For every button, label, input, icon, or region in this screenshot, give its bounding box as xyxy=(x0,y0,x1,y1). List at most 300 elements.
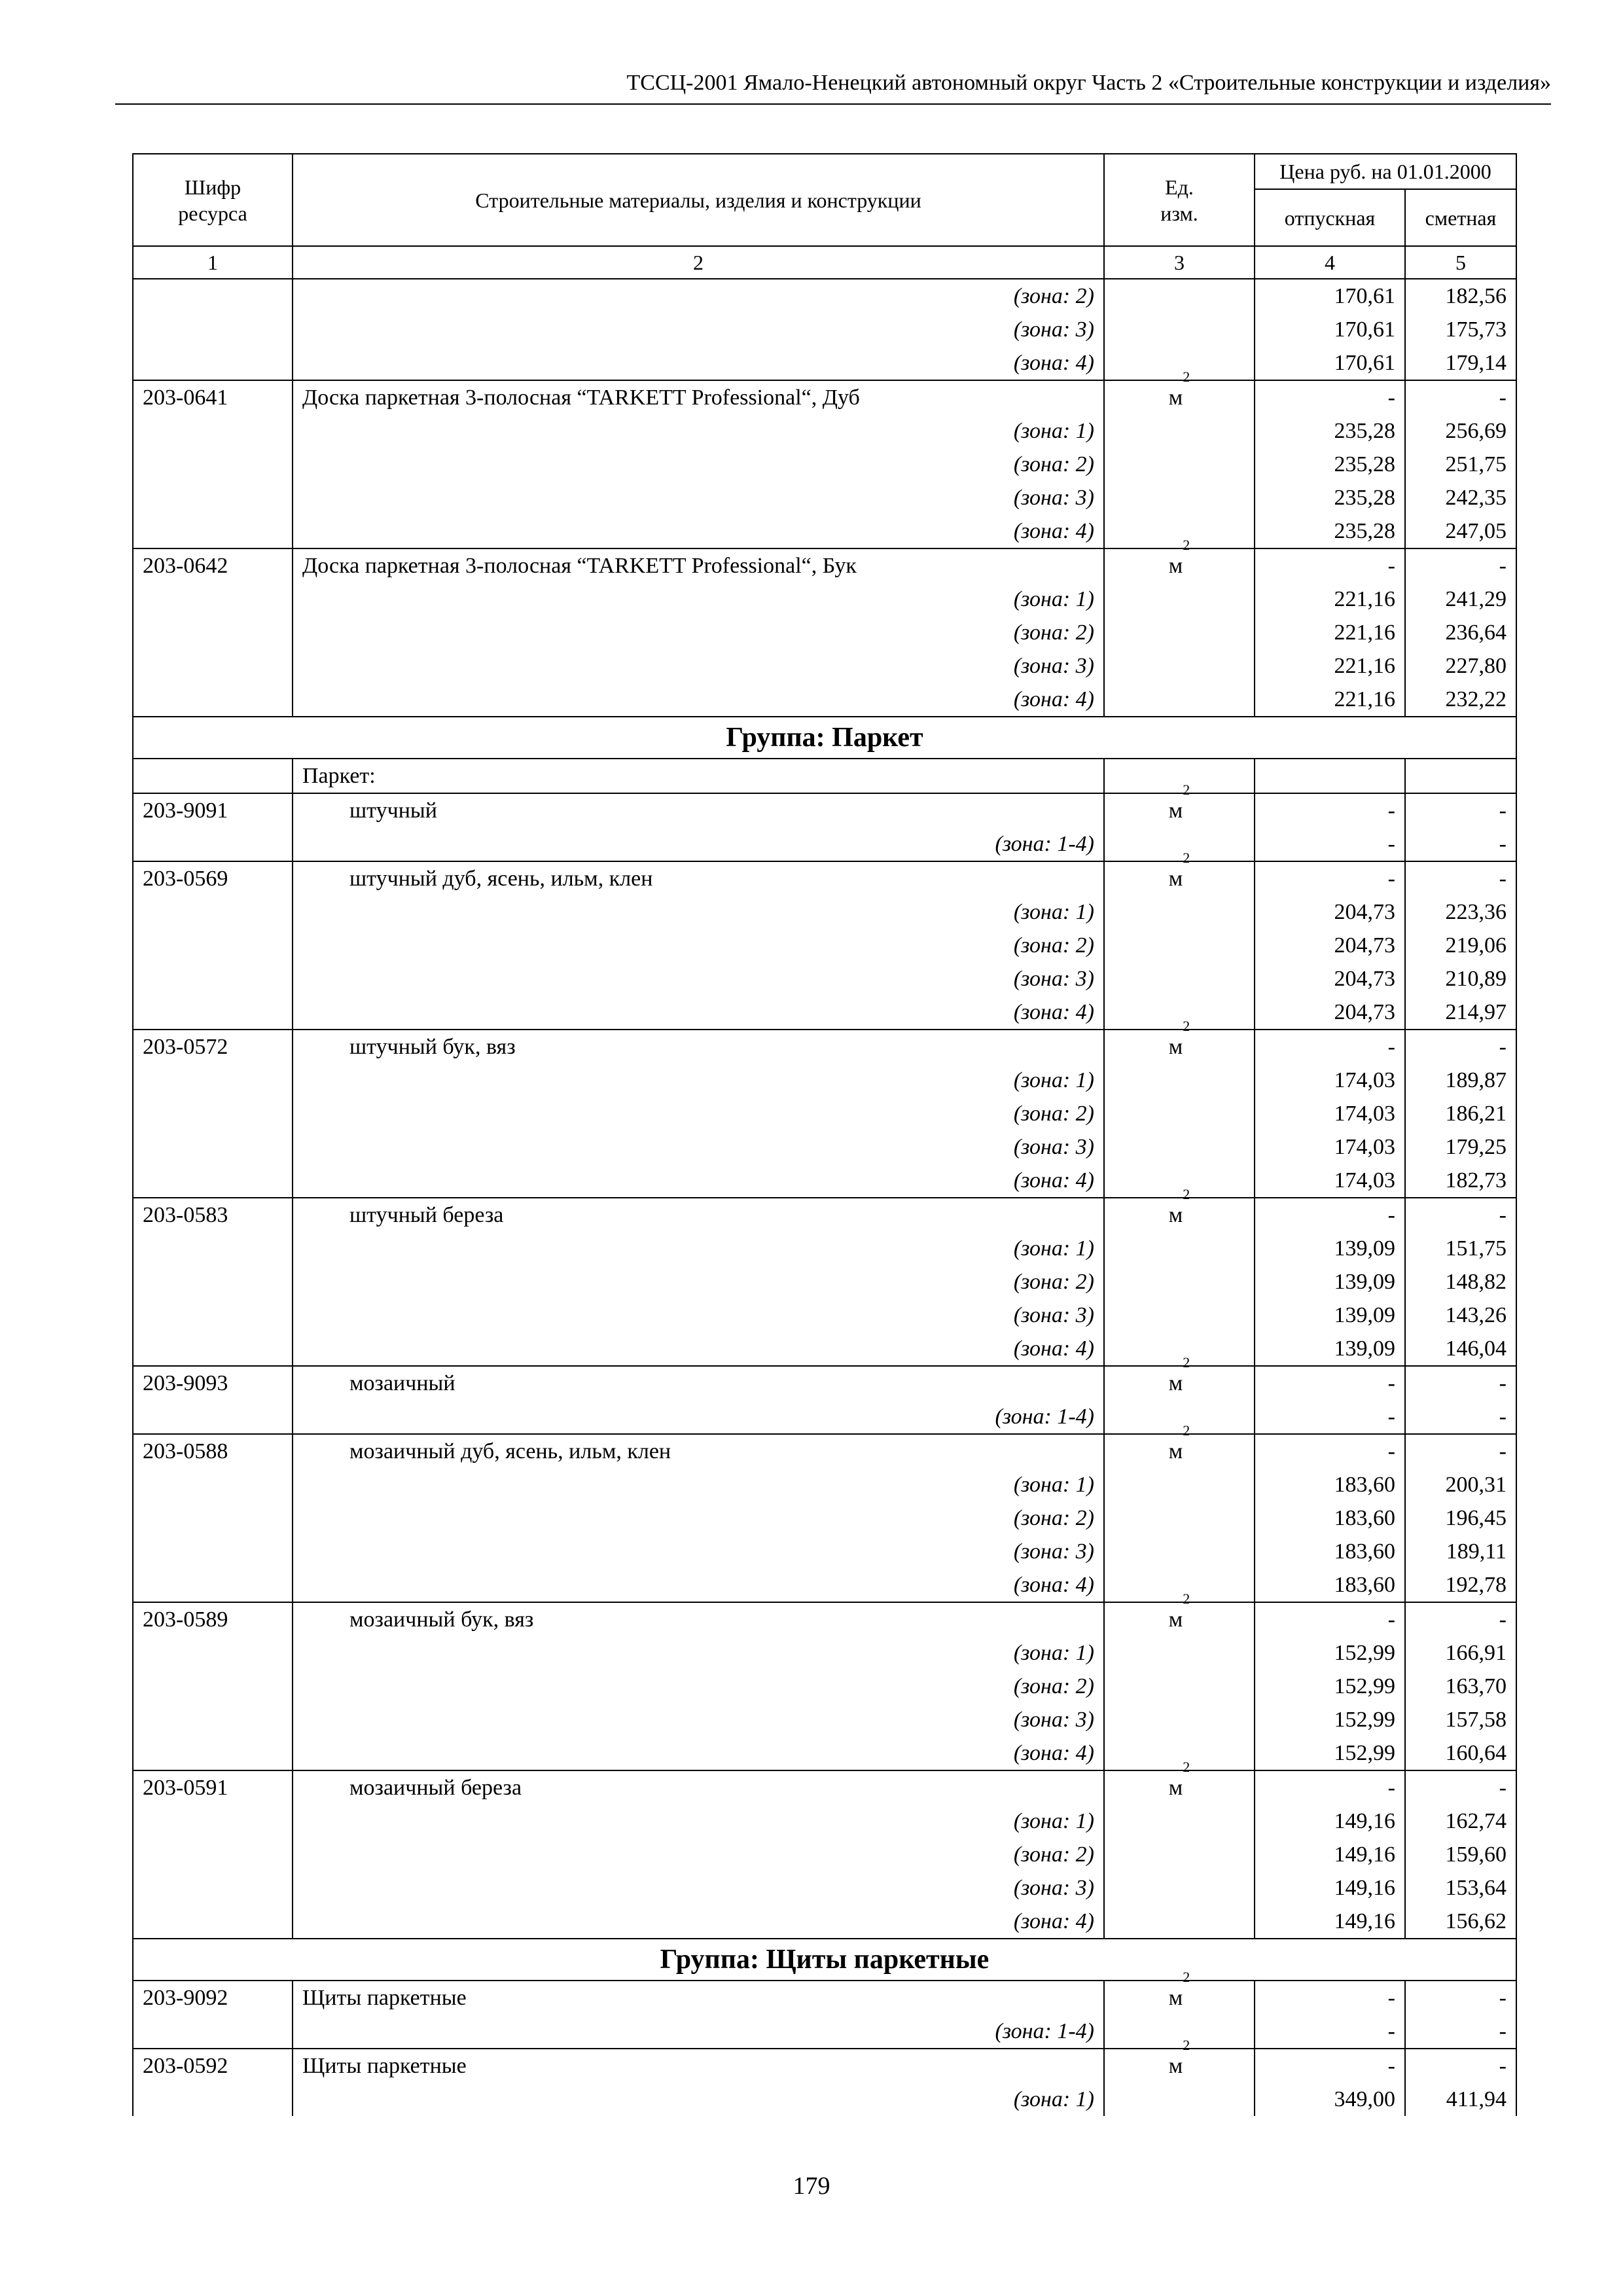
item-row xyxy=(133,548,1516,583)
item-row xyxy=(133,1981,1516,2015)
zone-row xyxy=(133,996,1516,1030)
unit-cell xyxy=(1104,1186,1255,1232)
zone-row xyxy=(133,1636,1516,1670)
release-price: 183,60 xyxy=(1255,1501,1405,1535)
resource-code xyxy=(133,1804,293,1838)
zone-row xyxy=(133,414,1516,448)
unit-exponent: 2 xyxy=(1183,1590,1190,1607)
zone-row xyxy=(133,1468,1516,1501)
unit-cell xyxy=(1104,1590,1255,1636)
resource-code xyxy=(133,996,293,1030)
release-price: - xyxy=(1255,1400,1405,1434)
estimate-price: 179,25 xyxy=(1405,1130,1516,1164)
release-price: - xyxy=(1255,1366,1405,1400)
zone-row xyxy=(133,1400,1516,1434)
zone-label: (зона: 4) xyxy=(293,1736,1104,1770)
unit-cell xyxy=(1104,1018,1255,1064)
zone-row xyxy=(133,1130,1516,1164)
resource-code xyxy=(133,1871,293,1905)
resource-code xyxy=(133,1838,293,1871)
release-price: 149,16 xyxy=(1255,1871,1405,1905)
unit-cell xyxy=(1104,1804,1255,1838)
release-price: 149,16 xyxy=(1255,1905,1405,1939)
group-row xyxy=(133,717,1516,759)
zone-row xyxy=(133,2083,1516,2116)
estimate-price: 223,36 xyxy=(1405,895,1516,929)
unit-cell xyxy=(1104,1064,1255,1097)
zone-label: (зона: 1) xyxy=(293,1064,1104,1097)
resource-code xyxy=(133,895,293,929)
estimate-price: 189,11 xyxy=(1405,1535,1516,1568)
zone-label: (зона: 1) xyxy=(293,895,1104,929)
resource-code xyxy=(133,448,293,481)
resource-code: 203-0591 xyxy=(133,1770,293,1804)
unit-cell xyxy=(1104,850,1255,895)
zone-row xyxy=(133,683,1516,717)
release-price: 139,09 xyxy=(1255,1232,1405,1265)
estimate-price: 160,64 xyxy=(1405,1736,1516,1770)
estimate-price: 179,14 xyxy=(1405,346,1516,380)
release-price: - xyxy=(1255,1030,1405,1064)
zone-label: (зона: 1-4) xyxy=(293,2015,1104,2049)
resource-code xyxy=(133,1535,293,1568)
unit-cell xyxy=(1104,514,1255,548)
item-row xyxy=(133,1602,1516,1636)
zone-row xyxy=(133,1568,1516,1602)
zone-label: (зона: 4) xyxy=(293,996,1104,1030)
zone-row xyxy=(133,1232,1516,1265)
unit-cell xyxy=(1104,1501,1255,1535)
resource-code xyxy=(133,414,293,448)
release-price: - xyxy=(1255,1434,1405,1468)
unit-label: м xyxy=(1168,1776,1183,1800)
estimate-price: - xyxy=(1405,1400,1516,1434)
zone-label: (зона: 1) xyxy=(293,1232,1104,1265)
material-name: Доска паркетная 3-полосная “TARKETT Professional“, Бук xyxy=(293,548,1104,583)
estimate-price: - xyxy=(1405,548,1516,583)
header-unit-label: Ед. изм. xyxy=(1160,175,1198,225)
zone-label: (зона: 3) xyxy=(293,313,1104,346)
estimate-price: 189,87 xyxy=(1405,1064,1516,1097)
zone-row xyxy=(133,1838,1516,1871)
resource-code xyxy=(133,279,293,313)
zone-label: (зона: 2) xyxy=(293,279,1104,313)
estimate-price xyxy=(1405,759,1516,793)
zone-row xyxy=(133,481,1516,514)
column-number-4: 4 xyxy=(1255,246,1405,279)
release-price: - xyxy=(1255,380,1405,414)
item-row xyxy=(133,380,1516,414)
estimate-price: - xyxy=(1405,2015,1516,2049)
price-table-container xyxy=(132,153,1516,2116)
resource-code: 203-9093 xyxy=(133,1366,293,1400)
release-price: 170,61 xyxy=(1255,346,1405,380)
release-price: - xyxy=(1255,2015,1405,2049)
unit-exponent: 2 xyxy=(1183,368,1190,385)
zone-label: (зона: 2) xyxy=(293,616,1104,649)
unit-cell xyxy=(1104,1164,1255,1198)
estimate-price: 227,80 xyxy=(1405,649,1516,683)
zone-row xyxy=(133,895,1516,929)
group-title: Группа: Паркет xyxy=(133,717,1516,759)
resource-code xyxy=(133,1299,293,1332)
resource-code xyxy=(133,2015,293,2049)
release-price: 221,16 xyxy=(1255,583,1405,616)
release-price: 152,99 xyxy=(1255,1636,1405,1670)
estimate-price: - xyxy=(1405,827,1516,861)
release-price: - xyxy=(1255,1602,1405,1636)
unit-label: м xyxy=(1168,554,1183,578)
release-price: 149,16 xyxy=(1255,1804,1405,1838)
release-price xyxy=(1255,759,1405,793)
estimate-price: 241,29 xyxy=(1405,583,1516,616)
unit-cell xyxy=(1104,1871,1255,1905)
estimate-price: 214,97 xyxy=(1405,996,1516,1030)
item-row xyxy=(133,1366,1516,1400)
estimate-price: 242,35 xyxy=(1405,481,1516,514)
zone-label: (зона: 1-4) xyxy=(293,1400,1104,1434)
zone-row xyxy=(133,583,1516,616)
release-price: 170,61 xyxy=(1255,313,1405,346)
release-price: 349,00 xyxy=(1255,2083,1405,2116)
zone-row xyxy=(133,649,1516,683)
group-title: Группа: Щиты паркетные xyxy=(133,1939,1516,1981)
resource-code xyxy=(133,1232,293,1265)
resource-code xyxy=(133,1501,293,1535)
estimate-price: 192,78 xyxy=(1405,1568,1516,1602)
material-name: мозаичный береза xyxy=(293,1770,1104,1804)
header-name: Строительные материалы, изделия и конструкции xyxy=(293,154,1104,246)
unit-cell xyxy=(1104,368,1255,414)
zone-row xyxy=(133,1905,1516,1939)
unit-label: м xyxy=(1168,798,1183,823)
unit-cell xyxy=(1104,481,1255,514)
item-row xyxy=(133,861,1516,895)
estimate-price: - xyxy=(1405,1366,1516,1400)
header-code xyxy=(133,154,293,246)
zone-row xyxy=(133,279,1516,313)
resource-code xyxy=(133,1568,293,1602)
release-price: 235,28 xyxy=(1255,448,1405,481)
zone-label: (зона: 4) xyxy=(293,514,1104,548)
unit-cell xyxy=(1104,1422,1255,1468)
estimate-price: 200,31 xyxy=(1405,1468,1516,1501)
page-header xyxy=(115,71,1551,105)
resource-code xyxy=(133,1400,293,1434)
resource-code xyxy=(133,616,293,649)
column-number-1: 1 xyxy=(133,246,293,279)
zone-label: (зона: 3) xyxy=(293,962,1104,996)
release-price: 221,16 xyxy=(1255,616,1405,649)
estimate-price: 196,45 xyxy=(1405,1501,1516,1535)
estimate-price: - xyxy=(1405,380,1516,414)
zone-row xyxy=(133,1265,1516,1299)
zone-label: (зона: 1) xyxy=(293,1636,1104,1670)
material-name: Щиты паркетные xyxy=(293,1981,1104,2015)
unit-label: м xyxy=(1168,1371,1183,1395)
zone-label: (зона: 2) xyxy=(293,1265,1104,1299)
resource-code xyxy=(133,1164,293,1198)
zone-row xyxy=(133,1097,1516,1130)
estimate-price: 159,60 xyxy=(1405,1838,1516,1871)
release-price: 174,03 xyxy=(1255,1097,1405,1130)
document-title: ТССЦ-2001 Ямало-Ненецкий автономный округ Часть 2 «Строительные конструкции и изделия» xyxy=(626,71,1551,95)
zone-label: (зона: 4) xyxy=(293,1568,1104,1602)
zone-row xyxy=(133,346,1516,380)
material-name: Доска паркетная 3-полосная “TARKETT Professional“, Дуб xyxy=(293,380,1104,414)
unit-cell xyxy=(1104,2083,1255,2116)
zone-row xyxy=(133,962,1516,996)
unit-cell xyxy=(1104,1354,1255,1400)
unit-cell xyxy=(1104,1636,1255,1670)
resource-code: 203-0592 xyxy=(133,2049,293,2083)
resource-code: 203-9092 xyxy=(133,1981,293,2015)
release-price: 152,99 xyxy=(1255,1670,1405,1703)
zone-label: (зона: 3) xyxy=(293,1299,1104,1332)
estimate-price: - xyxy=(1405,1198,1516,1232)
zone-row xyxy=(133,1299,1516,1332)
zone-label: (зона: 2) xyxy=(293,929,1104,962)
unit-cell xyxy=(1104,1535,1255,1568)
unit-exponent: 2 xyxy=(1183,1969,1190,1985)
zone-row xyxy=(133,827,1516,861)
release-price: 221,16 xyxy=(1255,683,1405,717)
unit-cell xyxy=(1104,1568,1255,1602)
estimate-price: 256,69 xyxy=(1405,414,1516,448)
release-price: 204,73 xyxy=(1255,962,1405,996)
unit-cell xyxy=(1104,1759,1255,1804)
header-price-group: Цена руб. на 01.01.2000 xyxy=(1255,154,1516,189)
release-price: 152,99 xyxy=(1255,1703,1405,1736)
release-price: 204,73 xyxy=(1255,895,1405,929)
zone-label: (зона: 3) xyxy=(293,1130,1104,1164)
zone-row xyxy=(133,313,1516,346)
unit-cell xyxy=(1104,1468,1255,1501)
material-name: мозаичный xyxy=(293,1366,1104,1400)
estimate-price: 236,64 xyxy=(1405,616,1516,649)
estimate-price: - xyxy=(1405,1981,1516,2015)
zone-label: (зона: 2) xyxy=(293,1670,1104,1703)
resource-code xyxy=(133,759,293,793)
table-body xyxy=(133,279,1516,2116)
release-price: - xyxy=(1255,1770,1405,1804)
estimate-price: 232,22 xyxy=(1405,683,1516,717)
zone-label: (зона: 2) xyxy=(293,448,1104,481)
unit-cell xyxy=(1104,649,1255,683)
resource-code: 203-9091 xyxy=(133,793,293,827)
zone-row xyxy=(133,514,1516,548)
resource-code xyxy=(133,1265,293,1299)
release-price: 183,60 xyxy=(1255,1468,1405,1501)
resource-code xyxy=(133,2083,293,2116)
resource-code: 203-0642 xyxy=(133,548,293,583)
unit-cell xyxy=(1104,448,1255,481)
material-name: штучный бук, вяз xyxy=(293,1030,1104,1064)
unit-cell xyxy=(1104,1670,1255,1703)
zone-label: (зона: 1) xyxy=(293,1468,1104,1501)
zone-row xyxy=(133,1736,1516,1770)
resource-code: 203-0569 xyxy=(133,861,293,895)
header-code-label: Шифр ресурса xyxy=(178,175,247,225)
header-unit xyxy=(1104,154,1255,246)
release-price: 152,99 xyxy=(1255,1736,1405,1770)
zone-row xyxy=(133,2015,1516,2049)
item-row xyxy=(133,2049,1516,2083)
resource-code xyxy=(133,929,293,962)
resource-code xyxy=(133,313,293,346)
zone-label: (зона: 1) xyxy=(293,1804,1104,1838)
release-price: 139,09 xyxy=(1255,1265,1405,1299)
release-price: - xyxy=(1255,861,1405,895)
resource-code: 203-0641 xyxy=(133,380,293,414)
material-name: мозаичный бук, вяз xyxy=(293,1602,1104,1636)
unit-cell xyxy=(1104,1969,1255,2015)
unit-cell xyxy=(1104,537,1255,583)
estimate-price: 162,74 xyxy=(1405,1804,1516,1838)
unit-label: м xyxy=(1168,1439,1183,1463)
zone-label: (зона: 4) xyxy=(293,1332,1104,1366)
release-price: 183,60 xyxy=(1255,1535,1405,1568)
zone-row xyxy=(133,1535,1516,1568)
unit-cell xyxy=(1104,313,1255,346)
unit-exponent: 2 xyxy=(1183,1018,1190,1034)
zone-row xyxy=(133,1501,1516,1535)
resource-code xyxy=(133,1097,293,1130)
unit-label: м xyxy=(1168,1607,1183,1632)
release-price: 170,61 xyxy=(1255,279,1405,313)
zone-label: (зона: 1-4) xyxy=(293,827,1104,861)
unit-cell xyxy=(1104,1265,1255,1299)
resource-code xyxy=(133,1703,293,1736)
zone-label: (зона: 4) xyxy=(293,1164,1104,1198)
unit-exponent: 2 xyxy=(1183,1759,1190,1775)
release-price: 174,03 xyxy=(1255,1064,1405,1097)
resource-code: 203-0583 xyxy=(133,1198,293,1232)
zone-row xyxy=(133,1871,1516,1905)
estimate-price: 182,56 xyxy=(1405,279,1516,313)
unit-cell xyxy=(1104,616,1255,649)
material-name: штучный береза xyxy=(293,1198,1104,1232)
item-row xyxy=(133,1198,1516,1232)
unit-label: м xyxy=(1168,1986,1183,2010)
resource-code xyxy=(133,583,293,616)
estimate-price: 148,82 xyxy=(1405,1265,1516,1299)
release-price: 204,73 xyxy=(1255,929,1405,962)
unit-cell xyxy=(1104,1703,1255,1736)
unit-label: м xyxy=(1168,1203,1183,1227)
resource-code: 203-0572 xyxy=(133,1030,293,1064)
unit-cell xyxy=(1104,759,1255,793)
unit-cell xyxy=(1104,781,1255,827)
estimate-price: 146,04 xyxy=(1405,1332,1516,1366)
price-table xyxy=(132,153,1517,2116)
estimate-price: 157,58 xyxy=(1405,1703,1516,1736)
unit-cell xyxy=(1104,962,1255,996)
resource-code: 203-0588 xyxy=(133,1434,293,1468)
zone-row xyxy=(133,1064,1516,1097)
subheading-row xyxy=(133,759,1516,793)
unit-cell xyxy=(1104,1097,1255,1130)
subheading-label: Паркет: xyxy=(293,759,1104,793)
release-price: 221,16 xyxy=(1255,649,1405,683)
unit-exponent: 2 xyxy=(1183,2037,1190,2053)
column-number-3: 3 xyxy=(1104,246,1255,279)
release-price: 139,09 xyxy=(1255,1332,1405,1366)
resource-code xyxy=(133,683,293,717)
zone-label: (зона: 1) xyxy=(293,414,1104,448)
unit-cell xyxy=(1104,346,1255,380)
zone-label: (зона: 1) xyxy=(293,583,1104,616)
unit-cell xyxy=(1104,1332,1255,1366)
estimate-price: - xyxy=(1405,861,1516,895)
resource-code xyxy=(133,649,293,683)
unit-cell xyxy=(1104,1232,1255,1265)
zone-label: (зона: 3) xyxy=(293,1871,1104,1905)
resource-code xyxy=(133,1670,293,1703)
resource-code xyxy=(133,346,293,380)
resource-code xyxy=(133,1332,293,1366)
resource-code xyxy=(133,1130,293,1164)
estimate-price: 151,75 xyxy=(1405,1232,1516,1265)
page-number: 179 xyxy=(793,2172,830,2200)
material-name: Щиты паркетные xyxy=(293,2049,1104,2083)
unit-label: м xyxy=(1168,386,1183,410)
unit-cell xyxy=(1104,414,1255,448)
unit-cell xyxy=(1104,1130,1255,1164)
resource-code xyxy=(133,962,293,996)
zone-label: (зона: 3) xyxy=(293,481,1104,514)
material-name: штучный дуб, ясень, ильм, клен xyxy=(293,861,1104,895)
zone-row xyxy=(133,448,1516,481)
resource-code xyxy=(133,827,293,861)
unit-label: м xyxy=(1168,867,1183,891)
zone-row xyxy=(133,929,1516,962)
unit-cell xyxy=(1104,996,1255,1030)
estimate-price: 166,91 xyxy=(1405,1636,1516,1670)
release-price: 174,03 xyxy=(1255,1130,1405,1164)
estimate-price: 153,64 xyxy=(1405,1871,1516,1905)
release-price: - xyxy=(1255,1981,1405,2015)
zone-label: (зона: 1) xyxy=(293,2083,1104,2116)
unit-exponent: 2 xyxy=(1183,1422,1190,1439)
resource-code xyxy=(133,1905,293,1939)
resource-code xyxy=(133,514,293,548)
table-header xyxy=(133,154,1516,279)
estimate-price: - xyxy=(1405,793,1516,827)
unit-cell xyxy=(1104,1838,1255,1871)
zone-label: (зона: 4) xyxy=(293,346,1104,380)
item-row xyxy=(133,1434,1516,1468)
resource-code xyxy=(133,1468,293,1501)
zone-row xyxy=(133,1670,1516,1703)
unit-cell xyxy=(1104,895,1255,929)
release-price: - xyxy=(1255,1198,1405,1232)
zone-row xyxy=(133,1804,1516,1838)
estimate-price: 219,06 xyxy=(1405,929,1516,962)
estimate-price: 411,94 xyxy=(1405,2083,1516,2116)
unit-cell xyxy=(1104,1400,1255,1434)
group-row xyxy=(133,1939,1516,1981)
material-name: мозаичный дуб, ясень, ильм, клен xyxy=(293,1434,1104,1468)
column-number-2: 2 xyxy=(293,246,1104,279)
header-release: отпускная xyxy=(1255,189,1405,246)
estimate-price: - xyxy=(1405,2049,1516,2083)
release-price: - xyxy=(1255,548,1405,583)
estimate-price: - xyxy=(1405,1770,1516,1804)
item-row xyxy=(133,1770,1516,1804)
release-price: 139,09 xyxy=(1255,1299,1405,1332)
zone-label: (зона: 2) xyxy=(293,1838,1104,1871)
